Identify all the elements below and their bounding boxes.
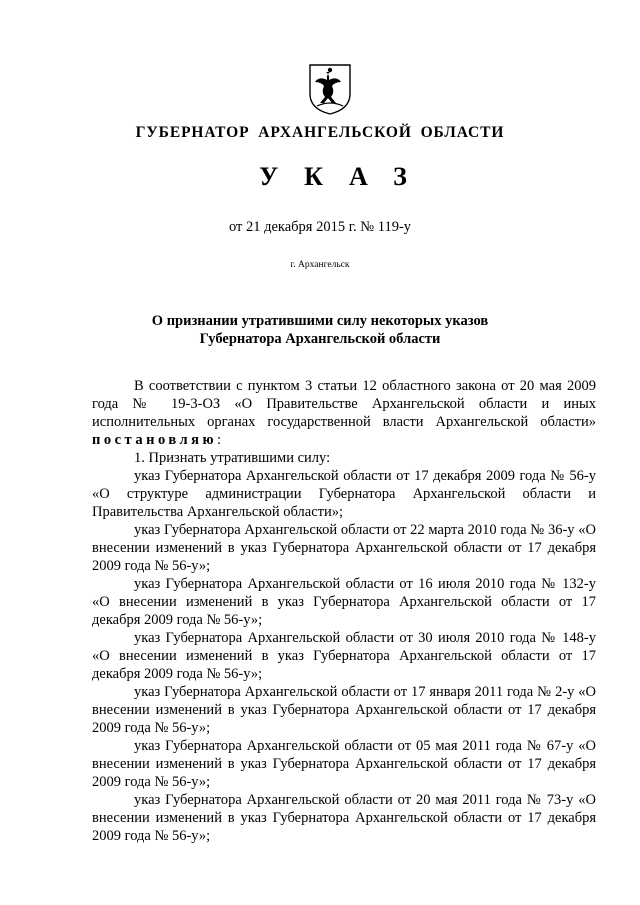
repealed-decree: указ Губернатора Архангельской области от 16 июля 2010 года № 132-у «О внесении изменений в указ Губернатора Архангельской области от 17 декабря 2009 года № 56-у»;: [92, 576, 596, 628]
repealed-decree: указ Губернатора Архангельской области от 17 декабря 2009 года № 56-у «О структуре администрации Губернатора Архангельской области и Правительства Архангельской области»;: [92, 468, 596, 520]
repealed-decree: указ Губернатора Архангельской области от 22 марта 2010 года № 36-у «О внесении изменений в указ Губернатора Архангельской области от 17 декабря 2009 года № 56-у»;: [92, 522, 596, 574]
decree-word: постановляю: [92, 432, 218, 448]
coat-of-arms-emblem: [307, 62, 353, 116]
document-date: от 21 декабря 2015 г. № 119-у: [228, 219, 412, 235]
repealed-decree: указ Губернатора Архангельской области от 05 мая 2011 года № 67-у «О внесении изменений в указ Губернатора Архангельской области от 17 декабря 2009 года № 56-у»;: [92, 738, 596, 790]
repealed-decree: указ Губернатора Архангельской области от 30 июля 2010 года № 148-у «О внесении изменений в указ Губернатора Архангельской области от 17 декабря 2009 года № 56-у»;: [92, 630, 596, 682]
title-line-2: Губернатора Архангельской области: [199, 331, 441, 347]
repealed-decree: указ Губернатора Архангельской области от 20 мая 2011 года № 73-у «О внесении изменений в указ Губернатора Архангельской области от 17 декабря 2009 года № 56-у»;: [92, 792, 596, 844]
document-title: [0, 312, 640, 348]
decree-colon: :: [217, 432, 222, 448]
title-line-1: О признании утратившими силу некоторых указов: [151, 313, 489, 329]
organization-name: ГУБЕРНАТОР АРХАНГЕЛЬСКОЙ ОБЛАСТИ: [135, 124, 505, 141]
preamble-paragraph: [92, 377, 596, 449]
document-city: г. Архангельск: [290, 260, 350, 270]
document-type: УКАЗ: [259, 162, 433, 191]
repealed-decree: указ Губернатора Архангельской области от 17 января 2011 года № 2-у «О внесении изменений в указ Губернатора Архангельской области от 17 декабря 2009 года № 56-у»;: [92, 684, 596, 736]
preamble-text: В соответствии с пунктом 3 статьи 12 областного закона от 20 мая 2009 года № 19-3-ОЗ «О Правительстве Архангельской области и иных исполнительных органах государственной власти Архангельской области»: [92, 378, 596, 430]
document-body: [92, 377, 596, 845]
item-1: 1. Признать утратившими силу:: [134, 450, 331, 466]
